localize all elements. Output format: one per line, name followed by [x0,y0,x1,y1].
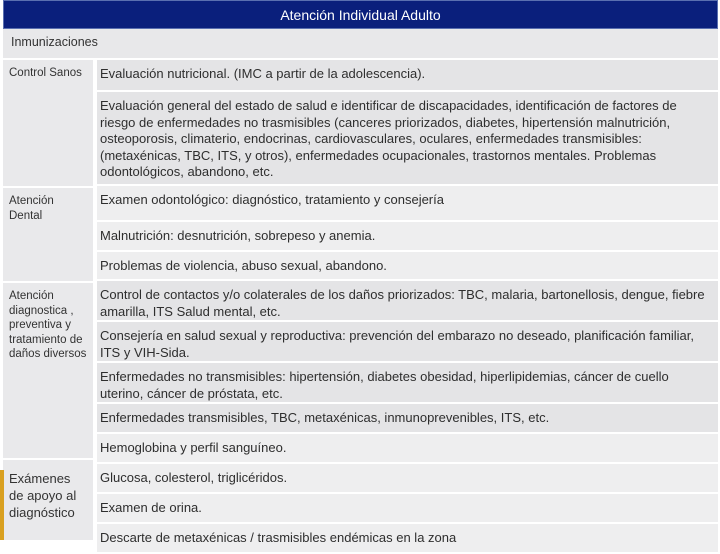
row-no-transmisibles: Enfermedades no transmisibles: hipertensión, diabetes obesidad, hiperlipidemias, cáncer de cuello uterino, cáncer de próstata, etc. [97,363,718,404]
table-title: Atención Individual Adulto [280,6,441,23]
row-malnutricion: Malnutrición: desnutrición, sobrepeso y anemia. [97,222,718,252]
label-examenes-apoyo: Exámenes de apoyo al diagnóstico [3,458,95,540]
section-row-inmunizaciones [3,29,718,60]
table-header [3,0,718,29]
row-evaluacion-nutricional: Evaluación nutricional. (IMC a partir de la adolescencia). [97,60,718,92]
table-frame [3,0,718,545]
row-glucosa: Glucosa, colesterol, triglicéridos. [97,464,718,494]
row-control-contactos: Control de contactos y/o colaterales de los daños priorizados: TBC, malaria, bartonellosis, dengue, fiebre amarilla, ITS Salud mental, etc. [97,281,718,322]
label-atencion-dental: Atención Dental [3,186,95,281]
label-atencion-diagnostica: Atención diagnostica , preventiva y tratamiento de daños diversos [3,281,95,458]
row-evaluacion-general: Evaluación general del estado de salud e identificar de discapacidades, identificación de factores de riesgo de enfermedades no trasmisibles (canceres priorizados, diabetes, hipertensión malnutrición, osteoporosis, climaterio, endocrinas, cardiovasculares, oculares, enfermedades transmisibles: (metaxénicas, TBC, ITS, y otros), enfermedades ocupacionales, trastornos mentales. Problemas odontológicos, abandono, etc. [97,92,718,186]
row-hemoglobina: Hemoglobina y perfil sanguíneo. [97,434,718,464]
row-examen-odontologico: Examen odontológico: diagnóstico, tratamiento y consejería [97,186,718,222]
row-transmisibles: Enfermedades transmisibles, TBC, metaxénicas, inmunoprevenibles, ITS, etc. [97,404,718,434]
row-descarte-metaxenicas: Descarte de metaxénicas / trasmisibles endémicas en la zona [97,524,718,554]
row-consejeria: Consejería en salud sexual y reproductiva: prevención del embarazo no deseado, planificación familiar, ITS y VIH-Sida. [97,322,718,363]
row-orina: Examen de orina. [97,494,718,524]
section-title: Inmunizaciones [11,35,98,49]
label-control-sanos: Control Sanos [3,60,95,186]
row-violencia: Problemas de violencia, abuso sexual, abandono. [97,252,718,281]
accent-strip [0,470,4,540]
